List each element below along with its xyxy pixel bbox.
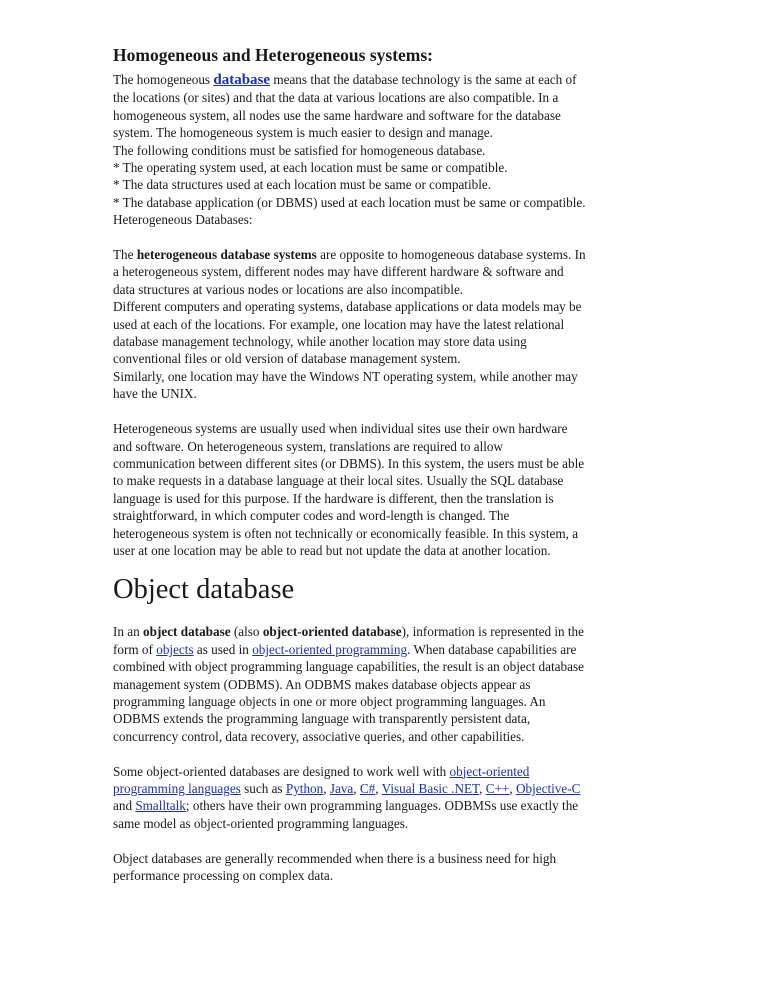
text-line: communication between different sites (or DBMS). In this system, the users must be able (113, 455, 585, 471)
java-link[interactable]: Java (329, 780, 354, 796)
text-line: ODBMS extends the programming language with transparently persistent data, (113, 711, 531, 727)
text-line (113, 797, 658, 814)
text-run: The (113, 247, 137, 263)
text-line: combined with object programming language capabilities, the result is an object database (113, 659, 584, 675)
text-line: performance processing on complex data. (113, 868, 334, 883)
cpp-link[interactable]: C++ (485, 780, 510, 796)
document-page (113, 44, 658, 884)
paragraph-heterogeneous-usage (113, 420, 658, 559)
paragraph-recommendation (113, 850, 658, 885)
text-run: In an (113, 624, 144, 640)
text-run: as used in (193, 641, 253, 657)
text-line: conventional files or old version of database management system. (113, 351, 461, 367)
python-link[interactable]: Python (285, 780, 324, 796)
text-line (113, 780, 658, 797)
csharp-link[interactable]: C# (359, 780, 376, 796)
bold-term: object database (143, 624, 231, 640)
text-line: language is used for this purpose. If the hardware is different, then the translation is (113, 490, 554, 506)
text-line: user at one location may be able to read but not update the data at another location. (113, 542, 551, 558)
text-line: system. The homogeneous system is much easier to design and manage. (113, 125, 493, 141)
text-run: form of (113, 641, 157, 657)
text-run: , (375, 780, 382, 796)
object-oriented-programming-link[interactable]: object-oriented programming (252, 641, 408, 657)
text-line: concurrency control, data recovery, associative queries, and other capabilities. (113, 728, 525, 744)
text-line: homogeneous system, all nodes use the same hardware and software for the database (113, 107, 561, 123)
paragraph-spacer (113, 832, 658, 849)
text-line: the locations (or sites) and that the data at various locations are also compatible. In a (113, 90, 559, 106)
text-run: (also (230, 624, 263, 640)
text-line: heterogeneous system is often not technically or economically feasible. In this system, a (113, 525, 579, 541)
text-line: Heterogeneous systems are usually used when individual sites use their own hardware (113, 421, 568, 437)
text-line: have the UNIX. (113, 386, 197, 402)
database-link[interactable]: database (213, 72, 271, 88)
text-line: used at each of the locations. For example, one location may have the latest relational (113, 316, 565, 332)
text-run: . When database capabilities are (407, 641, 577, 657)
paragraph-spacer (113, 229, 658, 246)
text-line: Similarly, one location may have the Windows NT operating system, while another may (113, 368, 578, 384)
paragraph-languages (113, 763, 658, 833)
smalltalk-link[interactable]: Smalltalk (135, 798, 186, 814)
text-line (113, 246, 658, 263)
text-run: , (323, 780, 330, 796)
text-line: management system (ODBMS). An ODBMS makes database objects appear as (113, 676, 531, 692)
text-line: data structures at various nodes or locations are also incompatible. (113, 281, 464, 297)
text-run: , (479, 780, 486, 796)
text-run: ; others have their own programming languages. ODBMSs use exactly the (185, 798, 579, 814)
objective-c-link[interactable]: Objective-C (515, 780, 581, 796)
text-line: * The database application (or DBMS) used at each location must be same or compatible. (113, 194, 586, 210)
programming-languages-link[interactable]: programming languages (113, 780, 241, 796)
paragraph-object-database (113, 623, 658, 745)
paragraph-heterogeneous (113, 246, 658, 403)
text-run: such as (240, 780, 286, 796)
text-line: * The operating system used, at each location must be same or compatible. (113, 160, 508, 176)
text-line: to make requests in a database language at their local sites. Usually the SQL database (113, 473, 564, 489)
text-line: Heterogeneous Databases: (113, 212, 253, 228)
text-line: The following conditions must be satisfied for homogeneous database. (113, 142, 486, 158)
text-run: are opposite to homogeneous database systems. In (316, 247, 586, 263)
section-heading-homogeneous: Homogeneous and Heterogeneous systems: (113, 45, 434, 65)
text-line: Object databases are generally recommended when there is a business need for high (113, 850, 557, 866)
text-line: Different computers and operating systems, database applications or data models may be (113, 299, 582, 315)
section-heading-object-database: Object database (113, 574, 295, 606)
text-run: ), information is represented in the (401, 624, 584, 640)
text-line: database management technology, while another location may store data using (113, 334, 527, 350)
text-line: * The data structures used at each location must be same or compatible. (113, 177, 492, 193)
paragraph-spacer (113, 745, 658, 762)
text-line: programming language objects in one or more object programming languages. An (113, 693, 546, 709)
objects-link[interactable]: objects (156, 641, 194, 657)
text-run: , (353, 780, 360, 796)
text-line: same model as object-oriented programming languages. (113, 815, 409, 831)
bold-term: heterogeneous database systems (136, 247, 317, 263)
paragraph-spacer (113, 403, 658, 420)
text-line (113, 641, 658, 658)
paragraph-homogeneous (113, 71, 658, 229)
object-oriented-languages-link[interactable]: object-oriented (449, 763, 530, 779)
text-run: The homogeneous (113, 72, 214, 87)
text-line (113, 623, 658, 640)
text-run: and (113, 798, 136, 814)
text-line (113, 763, 658, 780)
text-run: , (509, 780, 516, 796)
text-line: and software. On heterogeneous system, translations are required to allow (113, 438, 504, 454)
text-line (113, 71, 658, 89)
text-line: a heterogeneous system, different nodes may have different hardware & software and (113, 264, 564, 280)
visual-basic-net-link[interactable]: Visual Basic .NET (381, 780, 480, 796)
bold-term: object-oriented database (262, 624, 402, 640)
text-run: means that the database technology is the same at each of (270, 72, 577, 87)
text-run: Some object-oriented databases are designed to work well with (113, 763, 450, 779)
text-line: straightforward, in which computer codes and word-length is changed. The (113, 508, 510, 524)
